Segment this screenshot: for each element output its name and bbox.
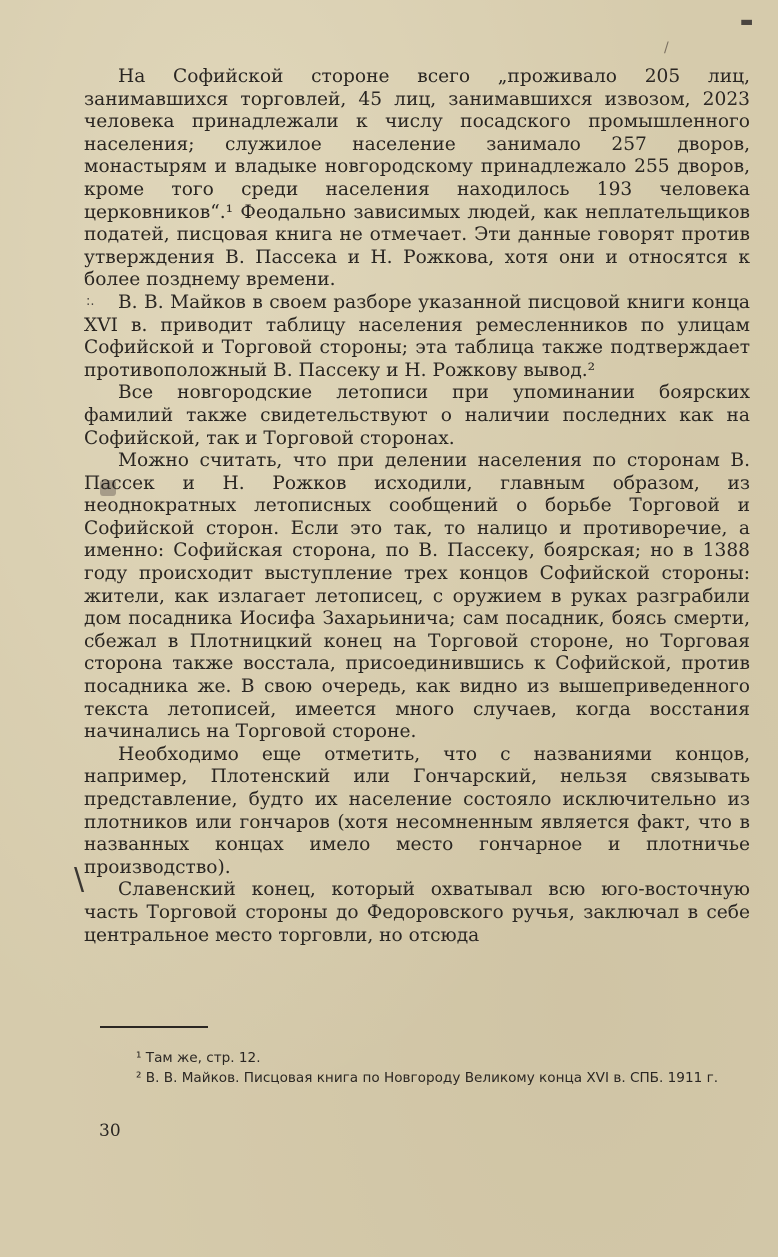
page-number: 30 xyxy=(99,1121,121,1141)
scan-speck: / xyxy=(664,40,669,56)
footnotes xyxy=(100,1048,750,1088)
paragraph: На Софийской стороне всего „проживало 205 лиц, занимавшихся торговлей, 45 лиц, занимавшихся извозом, 2023 человека принадлежали к числу посадского промышленного населения; служилое население занимало 257 дворов, монастырям и владыке новгородскому принадлежало 255 дворов, кроме того среди населения находилось 193 человека церковников“.¹ Феодально зависимых людей, как неплательщиков податей, писцовая книга не отмечает. Эти данные говорят против утверждения В. Пассека и Н. Рожкова, хотя они и относятся к более позднему времени. xyxy=(84,66,750,291)
paragraph: Все новгородские летописи при упоминании боярских фамилий также свидетельствуют о наличии последних как на Софийской, так и Торговой сторонах. xyxy=(84,382,750,449)
margin-dots: :. xyxy=(86,294,95,309)
footnote: ² В. В. Майков. Писцовая книга по Новгороду Великому конца XVI в. СПБ. 1911 г. xyxy=(136,1070,719,1086)
paragraph: Можно считать, что при делении населения по сторонам В. Пассек и Н. Рожков исходили, главным образом, из неоднократных летописных сообщений о борьбе Торговой и Софийской сторон. Если это так, то налицо и противоречие, а именно: Софийская сторона, по В. Пассеку, боярская; но в 1388 году происходит выступление трех концов Софийской стороны: жители, как излагает летописец, с оружием в руках разграбили дом посадника Иосифа Захарьинича; сам посадник, боясь смерти, сбежал в Плотницкий конец на Торговой стороне, но Торговая сторона также восстала, присоединившись к Софийской, против посадника же. В свою очередь, как видно из вышеприведенного текста летописей, имеется много случаев, когда восстания начинались на Торговой стороне. xyxy=(84,450,750,743)
print-mark: ▬ xyxy=(740,14,754,30)
margin-bracket: \ xyxy=(74,862,85,897)
footnote: ¹ Там же, стр. 12. xyxy=(136,1050,261,1066)
paragraph: В. В. Майков в своем разборе указанной писцовой книги конца XVI в. приводит таблицу населения ремесленников по улицам Софийской и Торговой стороны; эта таблица также подтверждает противоположный В. Пассеку и Н. Рожкову вывод.² xyxy=(84,291,750,381)
paragraph: Славенский конец, который охватывал всю юго-восточную часть Торговой стороны до Федоровского ручья, заключал в себе центральное место торговли, но отсюда xyxy=(84,879,750,946)
body-text xyxy=(84,66,750,947)
footnote-divider xyxy=(100,1026,208,1028)
paragraph: Необходимо еще отметить, что с названиями концов, например, Плотенский или Гончарский, нельзя связывать представление, будто их население состояло исключительно из плотников или гончаров (хотя несомненным является факт, что в названных концах имело место гончарное и плотничье производство). xyxy=(84,743,750,878)
